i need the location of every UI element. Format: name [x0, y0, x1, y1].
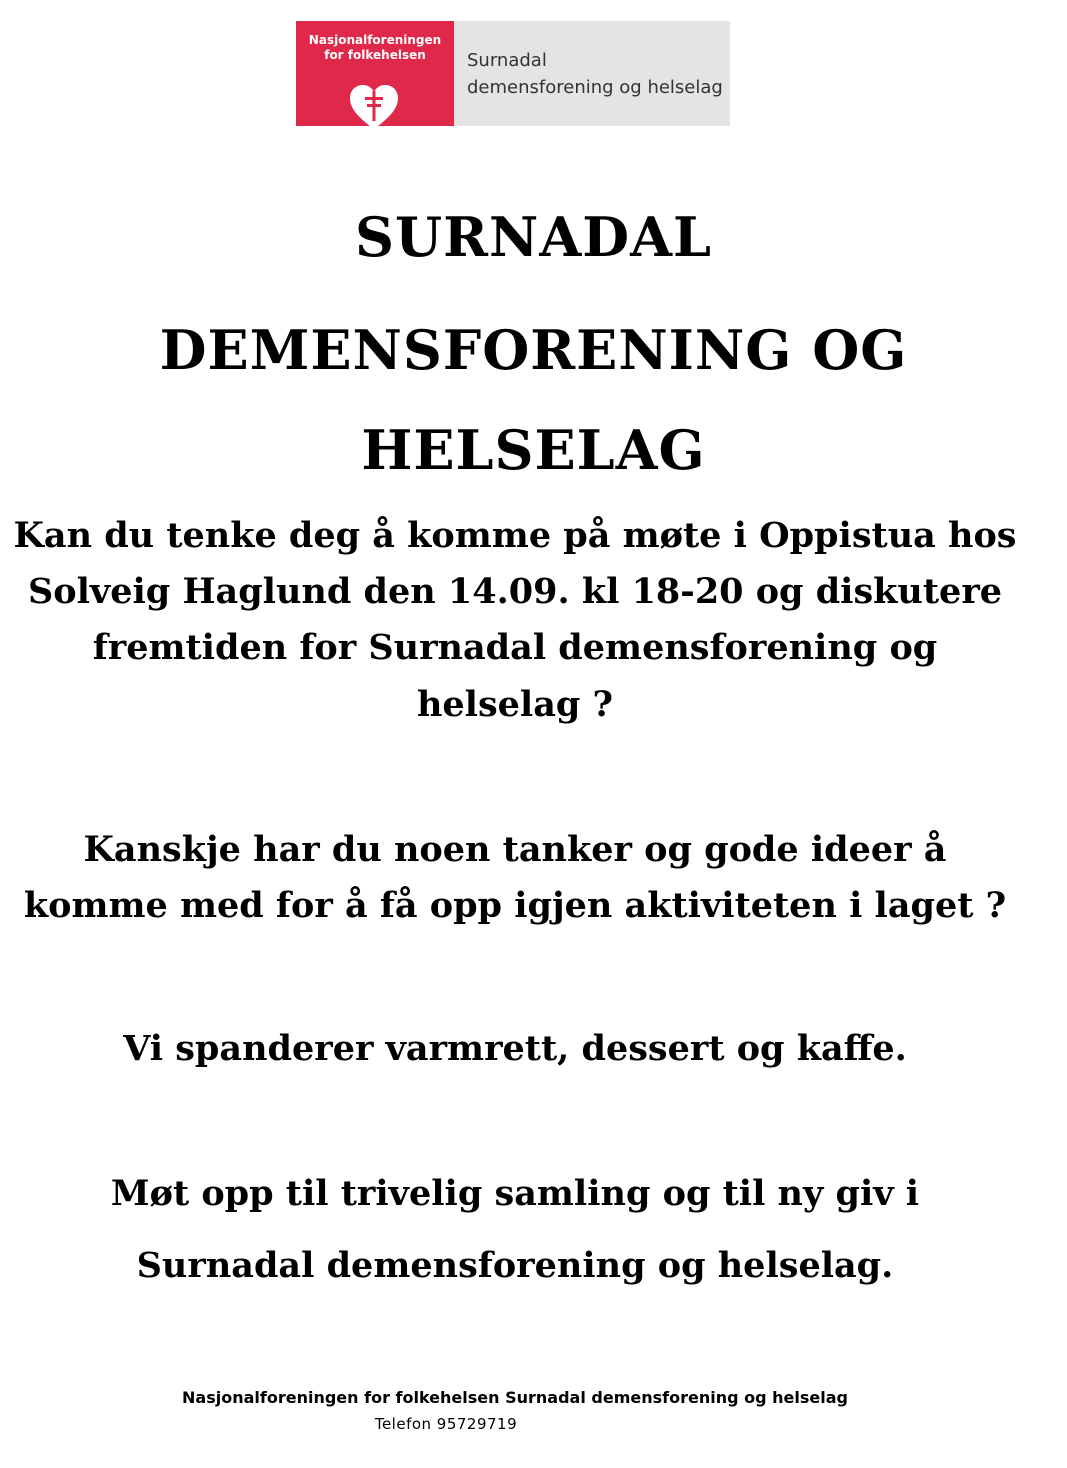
ideas-line-1: Kanskje har du noen tanker og gode ideer å	[83, 829, 947, 870]
logo-grey-block	[454, 21, 730, 126]
logo-org-name: Nasjonalforeningen for folkehelsen	[308, 33, 442, 62]
invitation-line-4: helselag ?	[416, 684, 614, 725]
logo-local-line1: Surnadal	[467, 50, 547, 71]
invitation-line-2: Solveig Haglund den 14.09. kl 18-20 og diskutere	[27, 571, 1003, 612]
welcome-line-1: Møt opp til trivelig samling og til ny giv i	[110, 1173, 920, 1214]
logo-red-block	[296, 21, 454, 126]
welcome-line-2: Surnadal demensforening og helselag.	[136, 1245, 894, 1286]
ideas-line-2: komme med for å få opp igjen aktiviteten i laget ?	[23, 885, 1007, 926]
footer-phone: Telefon 95729719	[374, 1415, 518, 1433]
title-line-3: HELSELAG	[361, 418, 706, 482]
logo-local-line2: demensforening og helselag	[467, 77, 723, 98]
logo	[296, 21, 730, 126]
footer-org: Nasjonalforeningen for folkehelsen Surnadal demensforening og helselag	[182, 1388, 848, 1407]
invitation-line-3: fremtiden for Surnadal demensforening og	[92, 627, 938, 668]
title-line-2: DEMENSFORENING OG	[159, 318, 908, 382]
invitation-line-1: Kan du tenke deg å komme på møte i Oppistua hos	[13, 515, 1017, 556]
heart-cross-icon	[350, 85, 398, 131]
title-line-1: SURNADAL	[355, 205, 712, 269]
food-line-1: Vi spanderer varmrett, dessert og kaffe.	[123, 1028, 907, 1069]
